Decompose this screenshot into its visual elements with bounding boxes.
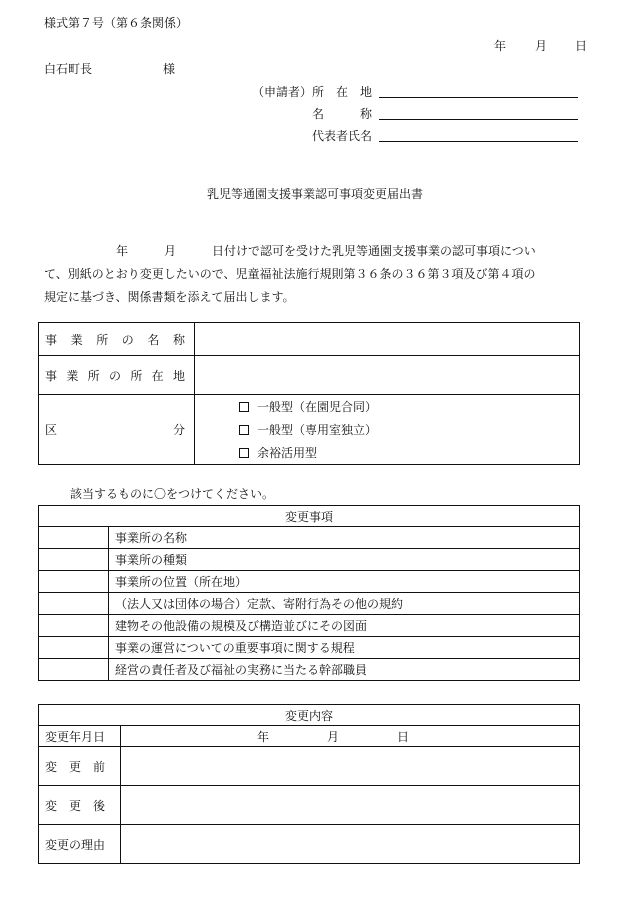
body-line-3: 規定に基づき、関係書類を添えて届出します。 [44,290,295,304]
mark-cell[interactable] [39,659,109,681]
name-label: 名 称 [312,107,373,121]
facility-address-char: 所 [87,368,100,383]
change-item: 事業の運営についての重要事項に関する規程 [109,637,580,659]
change-items-header: 変更事項 [39,506,580,527]
instruction-text: 該当するものに〇をつけてください。 [70,487,275,501]
category-options [195,395,580,465]
change-item: 事業所の種類 [109,549,580,571]
mark-cell[interactable] [39,593,109,615]
category-char: 区 [45,423,58,437]
recipient-honorific: 様 [163,62,176,76]
category-option-label: 余裕活用型 [257,446,318,460]
facility-name-char: 事 [45,332,58,347]
date-day-label: 日 [575,39,588,53]
change-item: 事業所の位置（所在地） [109,571,580,593]
change-item: 建物その他設備の規模及び構造並びにその図面 [109,615,580,637]
change-item: 経営の責任者及び福祉の実務に当たる幹部職員 [109,659,580,681]
date-month-label: 月 [535,39,548,53]
mark-cell[interactable] [39,637,109,659]
address-field[interactable] [379,84,578,98]
change-content-header: 変更内容 [39,705,580,726]
document-title: 乳児等通園支援事業認可事項変更届出書 [206,187,423,201]
name-field[interactable] [379,106,578,120]
checkbox-icon[interactable] [239,402,249,412]
facility-address-char: 事 [45,368,58,383]
mark-cell[interactable] [39,527,109,549]
facility-address-char: 地 [172,368,185,383]
facility-table [38,322,580,465]
change-items-table [38,505,580,681]
body-line-2: て、別紙のとおり変更したいので、児童福祉法施行規則第３６条の３６第３項及び第４項の [44,267,536,281]
change-date-day: 日 [397,729,410,744]
applicant-prefix: （申請者） [252,85,313,99]
reason-field[interactable] [121,825,580,864]
category-label [39,395,195,465]
category-option-label: 一般型（在園児合同） [257,400,378,414]
facility-address-char: 所 [130,368,143,383]
facility-name-char: 所 [96,332,109,347]
body-line-1: 年 月 日付けで認可を受けた乳児等通園支援事業の認可事項につい [44,244,536,258]
category-option[interactable] [239,418,573,441]
before-field[interactable] [121,747,580,786]
category-option-label: 一般型（専用室独立） [257,423,378,437]
change-item: 事業所の名称 [109,527,580,549]
checkbox-icon[interactable] [239,425,249,435]
facility-address-label [39,356,195,395]
address-label: 所 在 地 [312,85,373,99]
change-content-table [38,704,580,864]
facility-name-label [39,323,195,356]
representative-field[interactable] [379,128,578,142]
recipient: 白石町長 [44,62,93,76]
mark-cell[interactable] [39,615,109,637]
change-date-year: 年 [257,729,270,744]
change-date-field[interactable] [121,726,580,747]
after-label: 変 更 後 [39,786,121,825]
category-option[interactable] [239,395,573,418]
before-label: 変 更 前 [39,747,121,786]
checkbox-icon[interactable] [239,448,249,458]
facility-name-char: 名 [147,332,160,347]
after-field[interactable] [121,786,580,825]
change-date-month: 月 [327,729,340,744]
date-year-label: 年 [494,39,507,53]
representative-label: 代表者氏名 [312,129,373,143]
facility-address-input[interactable] [195,356,580,395]
facility-address-char: 業 [66,368,79,383]
change-date-label: 変更年月日 [39,726,121,747]
category-option[interactable] [239,441,573,464]
facility-name-char: 称 [172,332,185,347]
mark-cell[interactable] [39,571,109,593]
form-number: 様式第７号（第６条関係） [44,16,189,30]
facility-name-char: 業 [70,332,83,347]
reason-label: 変更の理由 [39,825,121,864]
mark-cell[interactable] [39,549,109,571]
facility-name-char: の [121,332,134,347]
change-item: （法人又は団体の場合）定款、寄附行為その他の規約 [109,593,580,615]
facility-address-char: の [108,368,121,383]
facility-name-input[interactable] [195,323,580,356]
category-char: 分 [172,423,185,437]
body-paragraph [44,240,590,309]
facility-address-char: 在 [151,368,164,383]
